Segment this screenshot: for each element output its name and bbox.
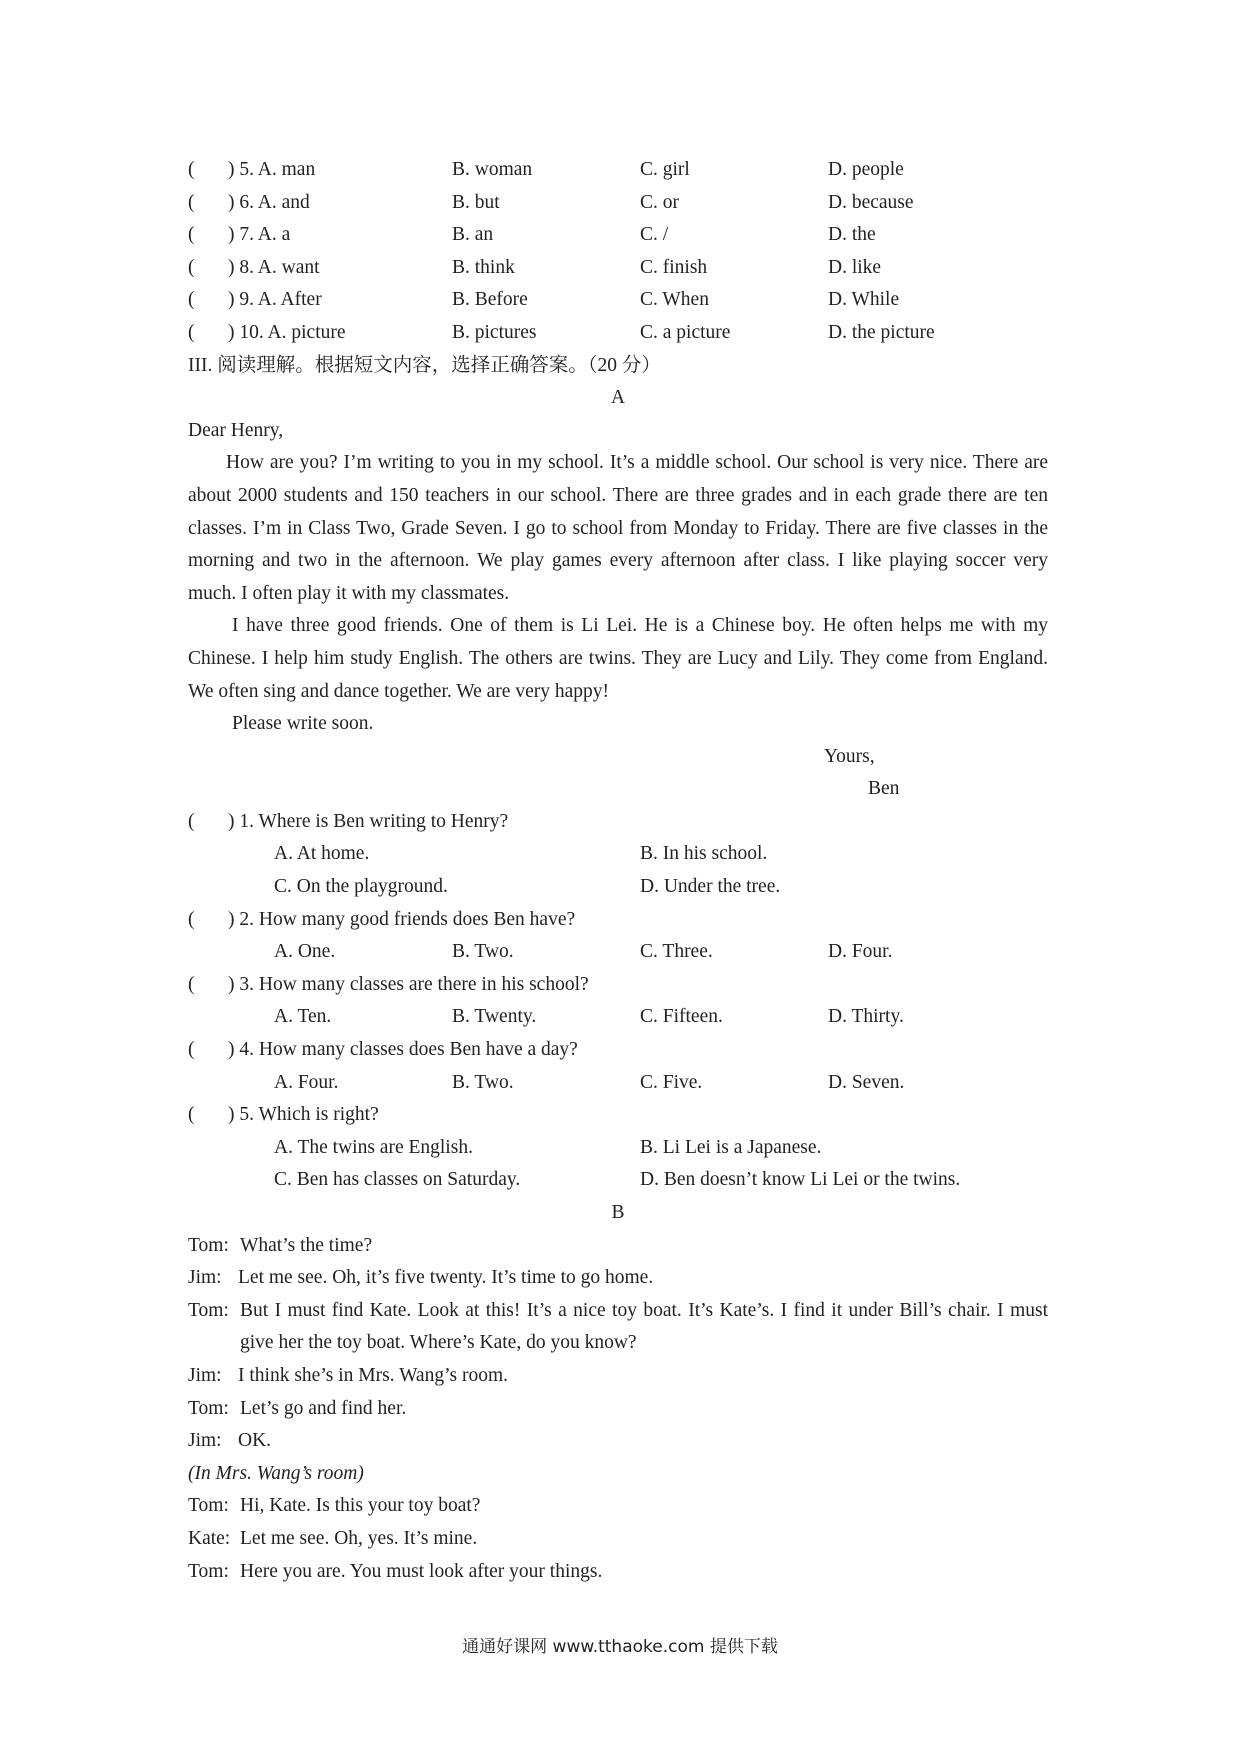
- question-options: [188, 1164, 1048, 1197]
- question-options: [188, 1067, 1048, 1100]
- dialogue-text: But I must find Kate. Look at this! It’s a nice toy boat. It’s Kate’s. I find it under Bill’s chair. I must give her the toy boat. Where’s Kate, do you know?: [240, 1299, 1048, 1354]
- answer-paren: (: [188, 191, 195, 213]
- option-a: ) 9. A. After: [228, 289, 322, 311]
- question-text: ) 3. How many classes are there in his school?: [228, 973, 589, 995]
- dialogue-line: [188, 1556, 1048, 1589]
- choice-row: [188, 317, 1048, 350]
- answer-paren: (: [188, 1104, 195, 1126]
- dialogue-line: [188, 1262, 1048, 1295]
- choice-row: [188, 284, 1048, 317]
- question-text: ) 2. How many good friends does Ben have?: [228, 908, 576, 930]
- letter-closing: Yours,: [824, 745, 875, 767]
- option-d: D. the picture: [828, 321, 935, 343]
- option-b: B. an: [452, 224, 494, 246]
- option-b: B. Twenty.: [452, 1006, 537, 1028]
- option-c: C. When: [640, 289, 709, 311]
- dialogue-text: OK.: [238, 1430, 272, 1452]
- letter-paragraph: [188, 447, 1048, 610]
- option-d: D. Four.: [828, 941, 893, 963]
- dialogue-line: [188, 1360, 1048, 1393]
- dialogue: [188, 1230, 1048, 1589]
- option-b: B. pictures: [452, 321, 537, 343]
- paragraph-text: Please write soon.: [232, 713, 374, 735]
- option-c: C. /: [640, 224, 669, 246]
- stage-direction: (In Mrs. Wang’s room): [188, 1462, 364, 1484]
- option-b: B. In his school.: [640, 843, 768, 865]
- option-c: C. finish: [640, 256, 708, 278]
- option-c: C. a picture: [640, 321, 731, 343]
- option-c: C. Fifteen.: [640, 1006, 723, 1028]
- choice-row: [188, 154, 1048, 187]
- dialogue-line: [188, 1295, 1048, 1360]
- answer-paren: (: [188, 224, 195, 246]
- question-text: ) 5. Which is right?: [228, 1104, 379, 1126]
- answer-paren: (: [188, 321, 195, 343]
- question-stem: [188, 969, 1048, 1002]
- paragraph-text: How are you? I’m writing to you in my school. It’s a middle school. Our school is very nice. There are about 2000 students and 150 teachers in our school. There are three grades and in each grade there are ten classes. I’m in Class Two, Grade Seven. I go to school from Monday to Friday. There are five classes in the morning and two in the afternoon. We play games every afternoon after class. I like playing soccer very much. I often play it with my classmates.: [188, 452, 1048, 604]
- dialogue-text: What’s the time?: [240, 1234, 373, 1256]
- dialogue-line: [188, 1230, 1048, 1263]
- exam-page: [188, 154, 1048, 1588]
- dialogue-text: I think she’s in Mrs. Wang’s room.: [238, 1364, 508, 1386]
- letter-paragraph: [188, 708, 1048, 741]
- question-options: [188, 1001, 1048, 1034]
- answer-paren: (: [188, 1039, 195, 1061]
- dialogue-text: Here you are. You must look after your things.: [240, 1560, 603, 1582]
- option-d: D. because: [828, 191, 914, 213]
- option-b: B. Two.: [452, 941, 514, 963]
- speaker-name: Tom:: [188, 1560, 229, 1582]
- passage-label: A: [610, 387, 626, 409]
- question-options: [188, 936, 1048, 969]
- option-b: B. think: [452, 256, 515, 278]
- option-b: B. Li Lei is a Japanese.: [640, 1136, 822, 1158]
- option-d: D. Thirty.: [828, 1006, 904, 1028]
- option-a: ) 10. A. picture: [228, 321, 346, 343]
- dialogue-text: Let me see. Oh, yes. It’s mine.: [240, 1527, 478, 1549]
- question-stem: [188, 904, 1048, 937]
- answer-paren: (: [188, 256, 195, 278]
- option-d: D. people: [828, 159, 904, 180]
- question-text: ) 1. Where is Ben writing to Henry?: [228, 810, 509, 832]
- speaker-name: Kate:: [188, 1527, 231, 1549]
- question-stem: [188, 1034, 1048, 1067]
- dialogue-line: [188, 1490, 1048, 1523]
- option-c: C. Five.: [640, 1071, 703, 1093]
- option-c: C. or: [640, 191, 679, 213]
- letter-salutation: Dear Henry,: [188, 419, 284, 441]
- question-text: ) 4. How many classes does Ben have a day?: [228, 1039, 578, 1061]
- dialogue-text: Let me see. Oh, it’s five twenty. It’s time to go home.: [238, 1267, 654, 1289]
- option-d: D. the: [828, 224, 876, 246]
- question-options: [188, 1132, 1048, 1165]
- option-b: B. Before: [452, 289, 528, 311]
- dialogue-text: Hi, Kate. Is this your toy boat?: [240, 1495, 481, 1517]
- option-b: B. woman: [452, 159, 533, 180]
- option-a: A. One.: [274, 941, 336, 963]
- question-stem: [188, 806, 1048, 839]
- option-a: ) 6. A. and: [228, 191, 310, 213]
- speaker-name: Jim:: [188, 1267, 222, 1289]
- speaker-name: Jim:: [188, 1364, 222, 1386]
- dialogue-text: Let’s go and find her.: [240, 1397, 407, 1419]
- option-c: C. Three.: [640, 941, 713, 963]
- option-a: A. Four.: [274, 1071, 339, 1093]
- speaker-name: Jim:: [188, 1430, 222, 1452]
- option-a: A. Ten.: [274, 1006, 332, 1028]
- option-d: D. While: [828, 289, 900, 311]
- speaker-name: Tom:: [188, 1495, 229, 1517]
- option-b: B. but: [452, 191, 500, 213]
- dialogue-line: [188, 1425, 1048, 1458]
- cloze-choices: [188, 154, 1048, 350]
- speaker-name: Tom:: [188, 1397, 229, 1419]
- section-heading: III. 阅读理解。根据短文内容，选择正确答案。（20 分）: [188, 354, 661, 376]
- letter-paragraph: [188, 610, 1048, 708]
- choice-row: [188, 187, 1048, 220]
- option-a: ) 5. A. man: [228, 159, 316, 180]
- option-c: C. On the playground.: [274, 876, 448, 898]
- reading-questions: [188, 806, 1048, 1197]
- answer-paren: (: [188, 973, 195, 995]
- question-options: [188, 838, 1048, 871]
- speaker-name: Tom:: [188, 1234, 229, 1256]
- choice-row: [188, 252, 1048, 285]
- option-d: D. Ben doesn’t know Li Lei or the twins.: [640, 1169, 961, 1191]
- option-a: ) 7. A. a: [228, 224, 291, 246]
- letter-signature: Ben: [868, 778, 900, 800]
- option-d: D. like: [828, 256, 882, 278]
- option-a: ) 8. A. want: [228, 256, 320, 278]
- question-options: [188, 871, 1048, 904]
- answer-paren: (: [188, 159, 195, 180]
- option-a: A. At home.: [274, 843, 370, 865]
- option-a: A. The twins are English.: [274, 1136, 473, 1158]
- question-stem: [188, 1099, 1048, 1132]
- dialogue-line: [188, 1393, 1048, 1426]
- answer-paren: (: [188, 908, 195, 930]
- option-c: C. Ben has classes on Saturday.: [274, 1169, 521, 1191]
- option-b: B. Two.: [452, 1071, 514, 1093]
- dialogue-line: [188, 1523, 1048, 1556]
- paragraph-text: I have three good friends. One of them is Li Lei. He is a Chinese boy. He often helps me with my Chinese. I help him study English. The others are twins. They are Lucy and Lily. They come from England. We often sing and dance together. We are very happy!: [188, 615, 1048, 702]
- option-c: C. girl: [640, 159, 690, 180]
- speaker-name: Tom:: [188, 1299, 229, 1321]
- option-d: D. Seven.: [828, 1071, 905, 1093]
- page-footer: 通通好课网 www.tthaoke.com 提供下载: [462, 1637, 778, 1657]
- option-d: D. Under the tree.: [640, 876, 781, 898]
- choice-row: [188, 219, 1048, 252]
- passage-label: B: [611, 1202, 625, 1223]
- answer-paren: (: [188, 289, 195, 311]
- answer-paren: (: [188, 810, 195, 832]
